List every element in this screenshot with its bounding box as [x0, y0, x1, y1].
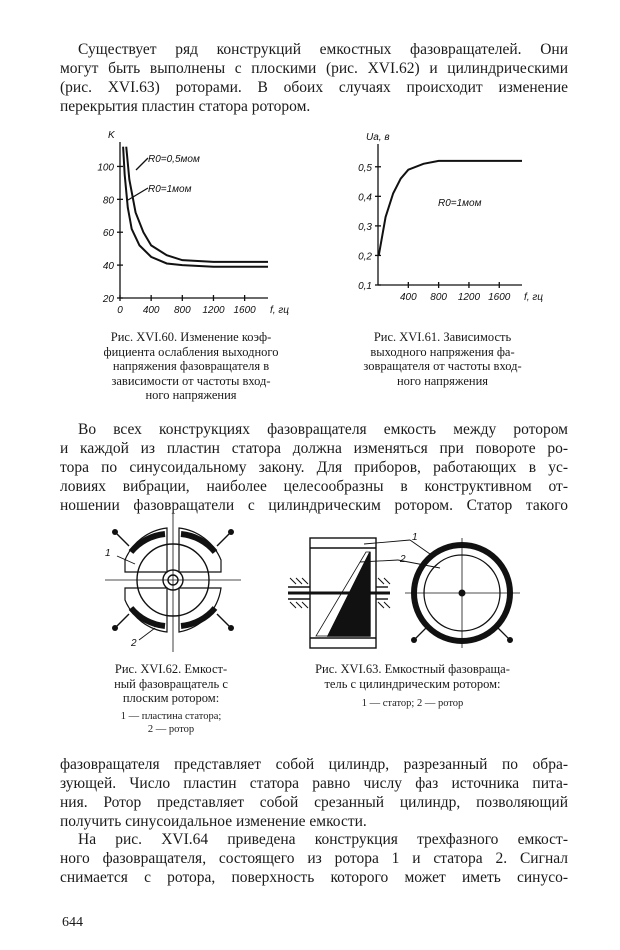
caption-line: плоским ротором:	[122, 691, 220, 705]
text-line: ношении фазовращатели с цилиндрическим ротором. Статор такого	[60, 497, 568, 514]
annotation-leader	[136, 158, 148, 170]
x-tick-label: 800	[430, 292, 447, 303]
caption-line: ного напряжения	[396, 373, 489, 388]
label-2: 2	[400, 554, 406, 565]
x-tick-label: 1600	[488, 292, 511, 303]
y-tick-label: 40	[102, 261, 114, 273]
legend-fig63: 1 — статор; 2 — ротор	[361, 698, 464, 709]
text-line: зующей. Число пластин статора равно числу фаз источника пита-	[60, 775, 568, 792]
x-tick-label: 800	[173, 305, 191, 316]
y-tick-label: 0,2	[358, 251, 372, 263]
caption-line: ный фазовращатель с	[114, 676, 228, 691]
text-line: Существует ряд конструкций емкостных фазовращателей. Они	[78, 41, 568, 58]
text-line: ловиях вибрации, наиболее целесообразны в конструктивном от-	[60, 478, 568, 495]
text-line: ния. Ротор представляет собой срезанный цилиндр, позволяющий	[60, 794, 568, 811]
text-line: получить синусоидальное изменение емкости.	[60, 813, 367, 830]
x-tick-label: 400	[399, 292, 417, 303]
paragraph-construction	[60, 420, 568, 515]
caption-line: Рис. XVI.61. Зависимость	[373, 330, 512, 344]
y-tick-label: 0,4	[358, 192, 372, 204]
y-tick-label: 100	[97, 162, 114, 174]
text-line: тора по синусоидальному закону. Для приборов, работающих в ус-	[60, 459, 568, 476]
text-line: перекрытия пластин статора ротором.	[60, 98, 311, 115]
page-number: 644	[62, 915, 83, 930]
legend-fig62	[86, 710, 256, 736]
text-line: ного фазовращателя, состоящего из ротора 1 и статора 2. Сигнал	[60, 850, 568, 867]
label-2: 2	[131, 638, 137, 649]
y-tick-label: 80	[102, 195, 114, 207]
caption-line: тель с цилиндрическим ротором:	[324, 676, 501, 691]
label-1: 1	[412, 532, 418, 543]
caption-line: Рис. XVI.63. Емкостный фазовраща-	[315, 662, 510, 676]
x-tick-label: 1200	[202, 305, 225, 316]
y-axis-label: Ua, в	[366, 132, 390, 143]
text-line: снимается с ротора, поверхность которого может иметь синусо-	[60, 869, 568, 886]
y-tick-label: 0,1	[358, 281, 372, 292]
text-line: могут быть выполнены с плоскими (рис. XVI.62) и цилиндрическими	[60, 60, 568, 77]
text-line: Во всех конструкциях фазовращателя емкость между ротором	[78, 421, 568, 438]
chart-fig61	[340, 132, 550, 320]
diagram-fig62	[95, 512, 255, 662]
text-line: фазовращателя представляет собой цилиндр, разрезанный по обра-	[60, 756, 568, 773]
paragraph-stator	[60, 755, 568, 831]
caption-fig60	[86, 330, 296, 403]
y-tick-label: 60	[102, 228, 114, 240]
caption-fig62	[86, 662, 256, 706]
x-tick-label: 0	[117, 305, 123, 316]
caption-fig63	[280, 662, 545, 691]
caption-line: выходного напряжения фа-	[370, 344, 515, 359]
caption-line: зависимости от частоты вход-	[111, 373, 271, 388]
caption-line: Рис. XVI.60. Изменение коэф-	[110, 330, 272, 344]
annotation: R0=1мом	[438, 198, 482, 209]
y-tick-label: 0,5	[358, 162, 372, 174]
paragraph-three-phase	[60, 830, 568, 887]
y-tick-label: 0,3	[358, 221, 372, 233]
text-line: На рис. XVI.64 приведена конструкция трехфазного емкост-	[78, 831, 568, 848]
annotation: R0=1мом	[148, 184, 192, 195]
chart-fig60	[90, 130, 290, 320]
caption-line: напряжения фазовращателя в	[112, 359, 270, 373]
text-line: и каждой из пластин статора должна изменяться при повороте ро-	[60, 440, 568, 457]
paragraph-intro	[60, 40, 568, 116]
caption-line: зовращателя от частоты вход-	[363, 359, 522, 373]
x-tick-label: 1600	[233, 305, 256, 316]
y-tick-label: 20	[102, 294, 114, 305]
y-axis-label: K	[108, 130, 115, 141]
legend-line: 2 — ротор	[147, 724, 195, 735]
x-axis-label: f, гц	[524, 292, 543, 303]
label-1: 1	[105, 548, 111, 559]
x-axis-label: f, гц	[270, 305, 289, 316]
caption-line: ного напряжения	[145, 388, 237, 402]
caption-line: фициента ослабления выходного	[103, 344, 279, 359]
x-tick-label: 1200	[457, 292, 481, 303]
caption-fig61	[340, 330, 545, 388]
x-tick-label: 400	[142, 305, 160, 316]
diagram-fig63	[280, 518, 540, 658]
caption-line: Рис. XVI.62. Емкост-	[114, 662, 228, 676]
text-line: (рис. XVI.63) роторами. В обоих случаях происходит изменение	[60, 79, 568, 96]
legend-line: 1 — пластина статора;	[120, 711, 222, 722]
annotation: R0=0,5мом	[148, 154, 200, 165]
